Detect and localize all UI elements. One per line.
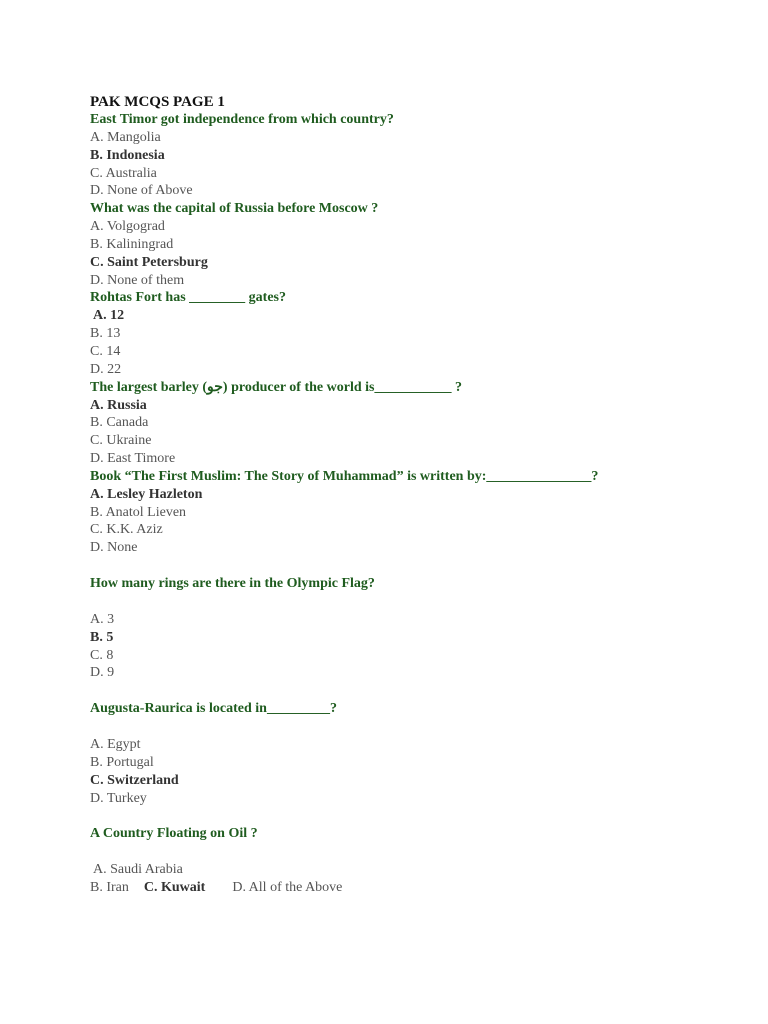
answer-option: D. East Timore: [90, 450, 176, 466]
answer-option: D. None: [90, 540, 138, 556]
question-text: A Country Floating on Oil ?: [90, 826, 258, 842]
answer-option: A. Mangolia: [90, 130, 161, 145]
question-text: East Timor got independence from which country?: [90, 112, 394, 127]
blank-line: [90, 843, 730, 861]
answer-option: C. Australia: [90, 165, 157, 181]
answer-option: B. 13: [90, 326, 121, 342]
answer-option: C. Ukraine: [90, 433, 152, 449]
blank-line: [90, 807, 730, 825]
answer-option: A. Egypt: [90, 737, 141, 753]
answer-option: D. Turkey: [90, 790, 147, 806]
answer-option: B. Kaliningrad: [90, 236, 174, 252]
answer-option: C. K.K. Aziz: [90, 522, 163, 538]
answer-option-correct: A. Lesley Hazleton: [90, 486, 203, 502]
answer-option: D. All of the Above: [232, 880, 343, 896]
answer-option: A. 3: [90, 611, 115, 627]
question-text: Augusta-Raurica is located in_________?: [90, 701, 337, 717]
answer-option: A. Saudi Arabia: [93, 862, 183, 878]
question-text: What was the capital of Russia before Moscow ?: [90, 201, 379, 217]
answer-option-correct: C. Kuwait: [143, 880, 206, 896]
answer-option-correct: C. Saint Petersburg: [90, 254, 208, 270]
answer-option: D. 9: [90, 665, 115, 681]
answer-option-correct: B. 5: [90, 629, 114, 645]
document-page: [90, 93, 730, 897]
inline-option-row: [90, 879, 730, 897]
answer-option-correct: B. Indonesia: [90, 147, 165, 163]
answer-option: C. 8: [90, 647, 114, 663]
answer-option: B. Iran: [90, 880, 129, 896]
answer-option: D. None of Above: [90, 183, 193, 199]
answer-option: D. None of them: [90, 272, 185, 288]
answer-option-correct: A. Russia: [90, 397, 147, 413]
answer-option: B. Canada: [90, 415, 149, 431]
answer-option: D. 22: [90, 361, 122, 377]
answer-option: C. 14: [90, 343, 121, 359]
blank-line: [90, 593, 730, 611]
question-text: Book “The First Muslim: The Story of Muhammad” is written by:_______________?: [90, 468, 599, 484]
blank-line: [90, 682, 730, 700]
question-text: Rohtas Fort has ________ gates?: [90, 290, 286, 306]
blank-line: [90, 557, 730, 575]
page-title: PAK MCQS PAGE 1: [90, 94, 225, 110]
answer-option: B. Portugal: [90, 754, 154, 770]
question-text: How many rings are there in the Olympic Flag?: [90, 575, 375, 591]
question-text: The largest barley (جو) producer of the world is___________ ?: [90, 379, 462, 395]
answer-option-correct: C. Switzerland: [90, 772, 179, 788]
answer-option: A. Volgograd: [90, 219, 165, 235]
answer-option-correct: A. 12: [93, 308, 125, 324]
question-list: [90, 111, 730, 897]
blank-line: [90, 718, 730, 736]
answer-option: B. Anatol Lieven: [90, 504, 187, 520]
